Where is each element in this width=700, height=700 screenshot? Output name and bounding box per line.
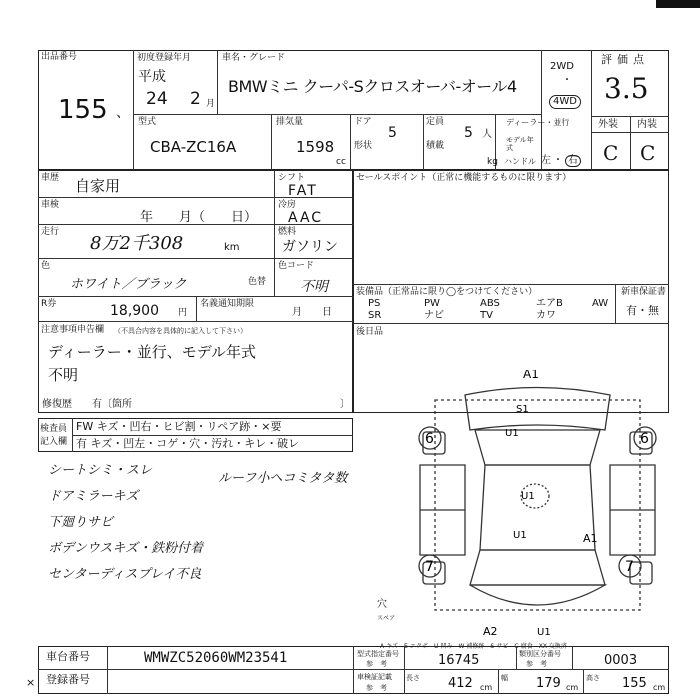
ref-3: 参 考: [366, 684, 387, 692]
month-unit: 月: [206, 99, 216, 109]
fuel-label: 燃料: [278, 227, 297, 237]
reg-year: 24: [146, 89, 168, 109]
drive-2wd: 2WD: [550, 61, 574, 72]
shift-value: FAT: [288, 183, 318, 199]
width-unit: cm: [566, 683, 579, 692]
repair-close: 〕: [340, 399, 350, 410]
vin-label: 車台番号: [46, 650, 90, 663]
inspector-comment-4: センターディスプレイ不良: [48, 567, 202, 582]
notes-line1: ディーラー・並行、モデル年式: [48, 343, 257, 361]
width-label: 幅: [501, 674, 508, 682]
notes-label: 注意事項申告欄: [41, 325, 105, 335]
a1-top-mark: A1: [523, 370, 539, 381]
spare-mark: 穴: [377, 599, 387, 610]
inspection-value: 年 月（ 日）: [140, 210, 258, 225]
era: 平成: [138, 69, 166, 85]
ac-label: 冷房: [278, 200, 297, 210]
a2-bottom-mark: A2: [483, 625, 498, 638]
equipment-item-r2-2: TV: [480, 310, 493, 321]
exterior-label: 外装: [598, 119, 618, 130]
ref-2: 参 考: [526, 660, 547, 668]
door-label: ドア: [354, 117, 372, 127]
type-num-value: 16745: [438, 653, 480, 668]
color-code-label: 色コード: [278, 261, 315, 271]
handle-dot: ・: [553, 155, 563, 166]
x-mark: ×: [26, 676, 36, 689]
warranty-label: 新車保証書: [621, 287, 667, 297]
ac-value: AAC: [288, 210, 324, 226]
a1-right-mark: A1: [583, 532, 598, 545]
diagram-legend: A-キズ E-エクボ U-凹み W-補修跡 S-サビ C-腐食 XX-交換済: [380, 643, 567, 650]
reg-year-label: 初度登録年月: [137, 53, 192, 63]
inspector-label-2: 記入欄: [40, 437, 68, 447]
interior-value: C: [640, 141, 656, 165]
exterior-value: C: [603, 141, 619, 165]
inspector-label-1: 検査員: [40, 424, 68, 434]
usage-label: 車歴: [41, 173, 60, 183]
shape-label: 形状: [354, 141, 373, 151]
height-label: 高さ: [586, 674, 600, 682]
ref-1: 参 考: [366, 660, 387, 668]
km-unit: km: [224, 242, 240, 253]
inspector-row-2: 有 キズ・凹左・コゲ・穴・汚れ・キレ・破レ: [76, 437, 300, 450]
length-label: 長さ: [406, 674, 420, 682]
notes-sublabel: （不具合内容を具体的に記入して下さい）: [114, 327, 247, 335]
capacity-unit: 人: [482, 129, 492, 140]
inspection-label: 車検: [41, 200, 60, 210]
tire-7-left: 7: [425, 559, 434, 575]
car-diagram: [405, 370, 670, 640]
grade-label: 評価点: [601, 53, 649, 66]
drive-dot: ・: [562, 75, 572, 86]
displacement-value: 1598: [296, 138, 335, 156]
handle-label: ハンドル: [504, 157, 536, 166]
shift-label: シフト: [278, 173, 306, 183]
width-value: 179: [536, 676, 561, 691]
name-change-label: 名義通知期限: [200, 299, 255, 309]
inspector-comment-2: 下廻りサビ: [48, 515, 114, 530]
length-unit: cm: [480, 683, 493, 692]
spare-label: スペア: [377, 615, 396, 622]
height-value: 155: [622, 676, 647, 691]
dealer-label: ディーラー・並行: [506, 118, 570, 127]
height-unit: cm: [653, 683, 666, 692]
corner-block: [656, 0, 700, 8]
handle-left: 左: [541, 155, 551, 166]
fuel-value: ガソリン: [282, 239, 338, 255]
u1-rear-mark: U1: [513, 530, 527, 541]
lot-suffix: 、: [116, 105, 130, 121]
drive-4wd: 4WD: [549, 95, 581, 109]
grade-value: 3.5: [604, 72, 649, 105]
mileage-value: 8万2千308: [90, 233, 184, 254]
equipment-item-r2-3: カワ: [536, 310, 556, 321]
right-comment: ルーフ小ヘコミタタ数: [218, 471, 348, 486]
inspector-row-1: FW キズ・凹右・ヒビ割・リペア跡・×要: [76, 420, 282, 433]
equipment-item-r2-1: ナビ: [424, 310, 444, 321]
equipment-item-r1-3: エアB: [536, 298, 563, 309]
equipment-item-r2-0: SR: [368, 310, 382, 321]
u1-bottom-mark: U1: [537, 627, 551, 638]
interior-label: 内装: [637, 119, 657, 130]
lot-number: 155: [58, 95, 108, 125]
u1-front-mark: U1: [505, 428, 519, 439]
equipment-item-r1-4: AW: [592, 298, 609, 309]
length-value: 412: [448, 676, 473, 691]
displacement-label: 排気量: [276, 117, 304, 127]
model-year-label: モデル年式: [506, 136, 534, 152]
repair-value: 有〔箇所: [92, 399, 132, 410]
u1-roof-mark: U1: [521, 491, 535, 502]
vin-value: WMWZC52060WM23541: [144, 650, 288, 666]
capacity-label: 定員: [426, 117, 445, 127]
dims-label: 車検証記載: [357, 673, 392, 681]
later-items-label: 後日品: [356, 327, 384, 337]
kg-unit: kg: [487, 157, 498, 167]
warranty-value: 有・無: [626, 304, 659, 317]
equipment-label: 装備品（正常品に限り◯をつけてください）: [356, 287, 538, 297]
sales-points-label: セールスポイント（正常に機能するものに限ります）: [356, 173, 572, 183]
capacity-value: 5: [464, 125, 473, 141]
equipment-item-r1-0: PS: [368, 298, 381, 309]
s1-mark: S1: [516, 404, 529, 415]
recycle-value: 18,900: [110, 303, 159, 319]
inspector-comment-3: ボデンウスキズ・鉄粉付着: [48, 541, 204, 556]
reg-label: 登録番号: [46, 673, 90, 686]
repair-label: 修復歴: [42, 399, 72, 410]
color-value: ホワイト／ブラック: [70, 277, 187, 292]
name-change-date: 月 日: [292, 307, 332, 318]
cc-unit: cc: [336, 157, 346, 167]
load-label: 積載: [426, 141, 445, 151]
inspector-comment-0: シートシミ・スレ: [48, 463, 153, 478]
recycle-label: R券: [41, 299, 57, 309]
usage-value: 自家用: [75, 177, 121, 195]
type-value: CBA-ZC16A: [150, 138, 237, 156]
lot-label: 出品番号: [41, 52, 78, 62]
type-label: 型式: [138, 117, 157, 127]
tire-6-left: 6: [425, 431, 434, 447]
yen-unit: 円: [178, 308, 188, 318]
inspector-comment-1: ドアミラーキズ: [48, 489, 139, 504]
model-name: BMWミニ クーパ-Sクロスオーバ-オール4: [228, 77, 517, 96]
color-change-label: 色替: [248, 277, 267, 287]
model-label: 車名・グレード: [222, 53, 286, 63]
class-value: 0003: [604, 653, 638, 668]
mileage-label: 走行: [41, 227, 60, 237]
door-value: 5: [388, 125, 397, 141]
color-code-value: 不明: [300, 279, 328, 295]
type-num-label: 型式指定番号: [357, 650, 399, 658]
color-label: 色: [41, 261, 51, 271]
tire-7-right: 7: [625, 559, 634, 575]
class-label: 類別区分番号: [519, 650, 561, 658]
tire-6-right: 6: [640, 431, 649, 447]
handle-right: 右: [565, 155, 581, 167]
reg-month: 2: [190, 89, 201, 109]
equipment-item-r1-1: PW: [424, 298, 440, 309]
equipment-item-r1-2: ABS: [480, 298, 500, 309]
notes-line2: 不明: [48, 366, 79, 384]
